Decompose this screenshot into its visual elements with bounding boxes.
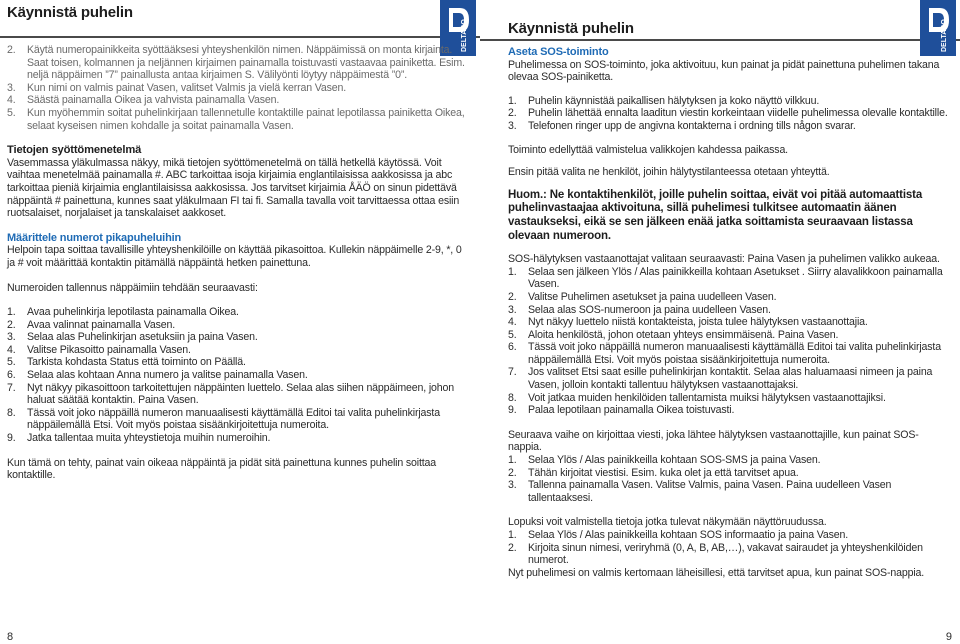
list-item-number: 1. xyxy=(508,265,517,278)
list-item-text: Puhelin käynnistää paikallisen hälytyksen ja koko näyttö vilkkuu. xyxy=(528,94,820,107)
list-item xyxy=(508,479,952,504)
list-item-number: 6. xyxy=(508,341,517,354)
list-item xyxy=(7,369,472,382)
list-item-number: 3. xyxy=(7,331,16,344)
halytys-step-list xyxy=(508,266,952,417)
list-item-text: Tässä voit joko näppäillä numeron manuaalisesti käyttämällä Editoi tai valita puhelinkirjasta näppäilemällä Etsi. Voit myös poistaa sisäänkirjoitettuja numeroita. xyxy=(528,341,941,366)
page-number-left: 8 xyxy=(7,631,14,643)
list-item-number: 4. xyxy=(7,94,16,107)
list-item-text: Voit jatkaa muiden henkilöiden tallentamista muiksi hälytyksen vastaanottajiksi. xyxy=(528,391,886,404)
left-header xyxy=(0,0,480,40)
right-page xyxy=(480,0,960,644)
list-item-number: 2. xyxy=(7,318,16,331)
list-item-text: Nyt näkyy luettelo niistä kontakteista, joista tulee hälytyksen vastaanottajia. xyxy=(528,316,868,329)
list-item-number: 9. xyxy=(7,432,16,445)
list-item xyxy=(7,407,472,432)
closing-text: Kun tämä on tehty, painat vain oikeaa näppäintä ja pidät sitä painettuna kunnes puhelin soittaa kontaktille. xyxy=(7,456,437,482)
logo-text: DELTACO xyxy=(461,19,468,52)
pika-text: Helpoin tapa soittaa tavallisille yhteyshenkilöille on käyttää pikasoittoa. Kullekin näppäimelle 2-9, *, 0 ja # voit määrittää kontaktin pitämällä näppäintä hetken painettuna. xyxy=(7,244,462,269)
list-item-number: 2. xyxy=(508,541,517,554)
list-item xyxy=(7,356,472,369)
tallennus-text: Numeroiden tallennus näppäimiin tehdään seuraavasti: xyxy=(7,281,258,294)
list-item-text: Nyt näkyy pikasoittoon tarkoitettujen näppäinten luettelo. Selaa alas siihen näppäimeen, johon haluat säätää kontaktin. Paina Vasen. xyxy=(27,381,455,407)
list-item xyxy=(508,316,952,329)
list-item-number: 1. xyxy=(508,94,517,107)
huom-note: Huom.: Ne kontaktihenkilöt, joille puhelin soittaa, eivät voi pitää automaattista puhelinvastaajaa aktivoituna, sillä puhelimesi tulkitsee automaatin äänen vastaukseksi, eikä se sen jälkeen enää jatka soittamista seuraavaan listassa olevaan numeroon. xyxy=(508,188,923,242)
list-item-text: Jos valitset Etsi saat esille puhelinkirjan kontaktit. Selaa alas haluamaasi nimeen ja paina Vasen, jolloin kontakti tallentuu hälytyksen vastaanottajaksi. xyxy=(528,366,933,392)
list-item xyxy=(7,306,472,319)
list-item xyxy=(508,467,952,480)
page-number-right: 9 xyxy=(945,631,952,643)
list-item xyxy=(508,329,952,342)
list-item xyxy=(7,94,472,107)
list-item-number: 5. xyxy=(508,328,517,341)
right-page-title: Käynnistä puhelin xyxy=(508,20,634,37)
halytys-text: SOS-hälytyksen vastaanottajat valitaan seuraavasti: Paina Vasen ja puhelimen valikko aukeaa. xyxy=(508,253,940,266)
list-item-number: 2. xyxy=(7,44,16,56)
list-item-number: 8. xyxy=(508,391,517,404)
list-item-text: Valitse Puhelimen asetukset ja paina uudelleen Vasen. xyxy=(528,290,777,303)
list-item-number: 5. xyxy=(7,356,16,369)
list-item-text: Palaa lepotilaan painamalla Oikea toistuvasti. xyxy=(528,404,735,417)
list-item-text: Säästä painamalla Oikea ja vahvista painamalla Vasen. xyxy=(27,94,280,107)
ensin-text: Ensin pitää valita ne henkilöt, joihin hälytystilanteessa otetaan yhteyttä. xyxy=(508,166,830,179)
pika-heading: Määrittele numerot pikapuheluihin xyxy=(7,231,182,244)
list-item xyxy=(508,392,952,405)
list-item-text: Selaa Ylös / Alas painikkeilla kohtaan SOS-SMS ja paina Vasen. xyxy=(528,454,821,467)
list-item-text: Tarkista kohdasta Status että toiminto on Päällä. xyxy=(27,356,246,369)
list-item xyxy=(7,344,472,357)
list-item-number: 4. xyxy=(7,343,16,356)
seuraava-step-list xyxy=(508,454,952,504)
list-item-number: 5. xyxy=(7,106,16,119)
list-item-text: Selaa Ylös / Alas painikkeilla kohtaan SOS informaatio ja paina Vasen. xyxy=(528,529,849,541)
right-content xyxy=(508,46,952,579)
list-item xyxy=(508,529,952,542)
list-item-number: 3. xyxy=(508,479,517,492)
list-item-number: 4. xyxy=(508,316,517,329)
list-item-text: Avaa puhelinkirja lepotilasta painamalla Oikea. xyxy=(27,306,239,319)
list-item xyxy=(508,542,952,567)
pika-step-list xyxy=(7,306,472,445)
list-item-number: 3. xyxy=(508,303,517,316)
list-item-number: 2. xyxy=(508,290,517,303)
list-item xyxy=(508,366,952,391)
final-text: Nyt puhelimesi on valmis kertomaan läheisillesi, että tarvitset apua, kun painat SOS-nappia. xyxy=(508,566,925,579)
list-item-text: Selaa alas Puhelinkirjan asetuksiin ja paina Vasen. xyxy=(27,331,258,344)
toiminto-text: Toiminto edellyttää valmistelua valikkojen kahdessa paikassa. xyxy=(508,143,788,156)
left-content xyxy=(7,44,472,482)
list-item-number: 9. xyxy=(508,404,517,417)
left-page-title: Käynnistä puhelin xyxy=(7,4,133,21)
list-item-text: Tässä voit joko näppäillä numeron manuaalisesti käyttämällä Editoi tai valita puhelinkirjasta näppäilemällä Etsi. Voit myös poistaa sisäänkirjoitettuja numeroita. xyxy=(27,406,440,432)
list-item-number: 2. xyxy=(508,107,517,120)
sos-heading: Aseta SOS-toiminto xyxy=(508,46,609,58)
list-item-text: Selaa sen jälkeen Ylös / Alas painikkeilla kohtaan Asetukset . Siirry alavalikkoon painamalla Vasen. xyxy=(528,265,943,291)
list-item xyxy=(508,454,952,467)
list-item-number: 3. xyxy=(508,119,517,132)
list-item-text: Aloita henkilöstä, johon otetaan yhteys ensimmäisenä. Paina Vasen. xyxy=(528,328,839,341)
logo-text: DELTACO xyxy=(941,19,948,52)
header-rule xyxy=(480,39,960,41)
list-item-number: 2. xyxy=(508,466,517,479)
list-item-text: Kun nimi on valmis painat Vasen, valitset Valmis ja vielä kerran Vasen. xyxy=(27,81,347,94)
list-item xyxy=(508,107,952,120)
list-item-text: Käytä numeropainikkeita syöttääksesi yhteyshenkilön nimen. Näppäimissä on monta kirjainta. Saat toisen, kolmannen ja neljännen kirjaimen painamalla toistuvasti vastaavaa painiketta. Esim. neljä näppäimen ”7” painallusta antaa kirjaimen S. Välilyönti löytyy näppäimestä ”0”. xyxy=(27,44,465,82)
sos-intro: Puhelimessa on SOS-toiminto, joka aktivoituu, kun painat ja pidät painettuna puhelimen takana olevaa SOS-painiketta. xyxy=(508,58,940,84)
list-item xyxy=(508,120,952,133)
list-item-text: Kun myöhemmin soitat puhelinkirjaan tallennetulle kontaktille painat lepotilassa painiketta Oikea, selaat kyseisen nimen kohdalle ja soitat painamalla Vasen. xyxy=(27,106,465,132)
list-item xyxy=(508,404,952,417)
list-item xyxy=(508,266,952,291)
list-item-number: 1. xyxy=(508,454,517,467)
list-item-text: Tähän kirjoitat viestisi. Esim. kuka olet ja että tarvitset apua. xyxy=(528,466,799,479)
list-item-text: Puhelin lähettää ennalta laaditun viestin korkeintaan viidelle puhelimessa olevalle kontaktille. xyxy=(528,107,948,120)
list-item xyxy=(7,82,472,95)
list-item xyxy=(7,319,472,332)
tietojen-text: Vasemmassa yläkulmassa näkyy, mikä tietojen syöttömenetelmä on tällä hetkellä käytössä. Voit vaihtaa menetelmää painamalla #. ABC tarkoittaa isoja kirjaimia englantilaisissa aakkosissa ja abc tarkoittaa pieniä kirjaimia englantilaisissa aakkosissa. Jos tarvitset kirjaimia ÅÄÖ on sinun pidettävä näppäintä # painettuna, kunnes saat yläkulmaan FI tai fi. Samalla tavalla voit tarvittaessa ottaa esiin ruotsalaiset, norjalaiset ja tanskalaiset aakkoset. xyxy=(7,156,460,220)
sos-step-list xyxy=(508,95,952,133)
right-header xyxy=(480,0,960,40)
list-item xyxy=(508,95,952,108)
list-item xyxy=(7,107,472,132)
list-item-number: 6. xyxy=(7,369,16,382)
gray-step-list xyxy=(7,44,472,132)
list-item xyxy=(7,44,472,82)
list-item-number: 1. xyxy=(508,529,517,541)
list-item xyxy=(7,331,472,344)
list-item xyxy=(7,432,472,445)
list-item-text: Telefonen ringer upp de angivna kontakterna i ordning tills någon svarar. xyxy=(528,119,856,132)
lopuksi-step-list xyxy=(508,529,952,567)
list-item-text: Kirjoita sinun nimesi, veriryhmä (0, A, B, AB,…), vakavat sairaudet ja yhteyshenkilöiden numerot. xyxy=(528,541,923,567)
list-item-number: 8. xyxy=(7,406,16,419)
lopuksi-text: Lopuksi voit valmistella tietoja jotka tulevat näkymään näyttöruudussa. xyxy=(508,516,827,529)
seuraava-text: Seuraava vaihe on kirjoittaa viesti, joka lähtee hälytyksen vastaanottajille, kun painat SOS-nappia. xyxy=(508,428,919,454)
list-item xyxy=(7,382,472,407)
list-item-text: Selaa alas SOS-numeroon ja paina uudelleen Vasen. xyxy=(528,303,771,316)
list-item-number: 7. xyxy=(7,381,16,394)
list-item-number: 3. xyxy=(7,81,16,94)
list-item-text: Tallenna painamalla Vasen. Valitse Valmis, paina Vasen. Paina uudelleen Vasen tallentaaksesi. xyxy=(528,479,892,504)
list-item xyxy=(508,304,952,317)
list-item xyxy=(508,291,952,304)
list-item-number: 1. xyxy=(7,306,16,319)
list-item-text: Avaa valinnat painamalla Vasen. xyxy=(27,318,176,331)
list-item-number: 7. xyxy=(508,366,517,379)
list-item-text: Valitse Pikasoitto painamalla Vasen. xyxy=(27,343,191,356)
list-item-text: Jatka tallentaa muita yhteystietoja muihin numeroihin. xyxy=(27,432,271,445)
header-rule xyxy=(0,36,480,38)
list-item-text: Selaa alas kohtaan Anna numero ja valitse painamalla Vasen. xyxy=(27,369,308,382)
list-item xyxy=(508,341,952,366)
tietojen-heading: Tietojen syöttömenetelmä xyxy=(7,144,142,157)
